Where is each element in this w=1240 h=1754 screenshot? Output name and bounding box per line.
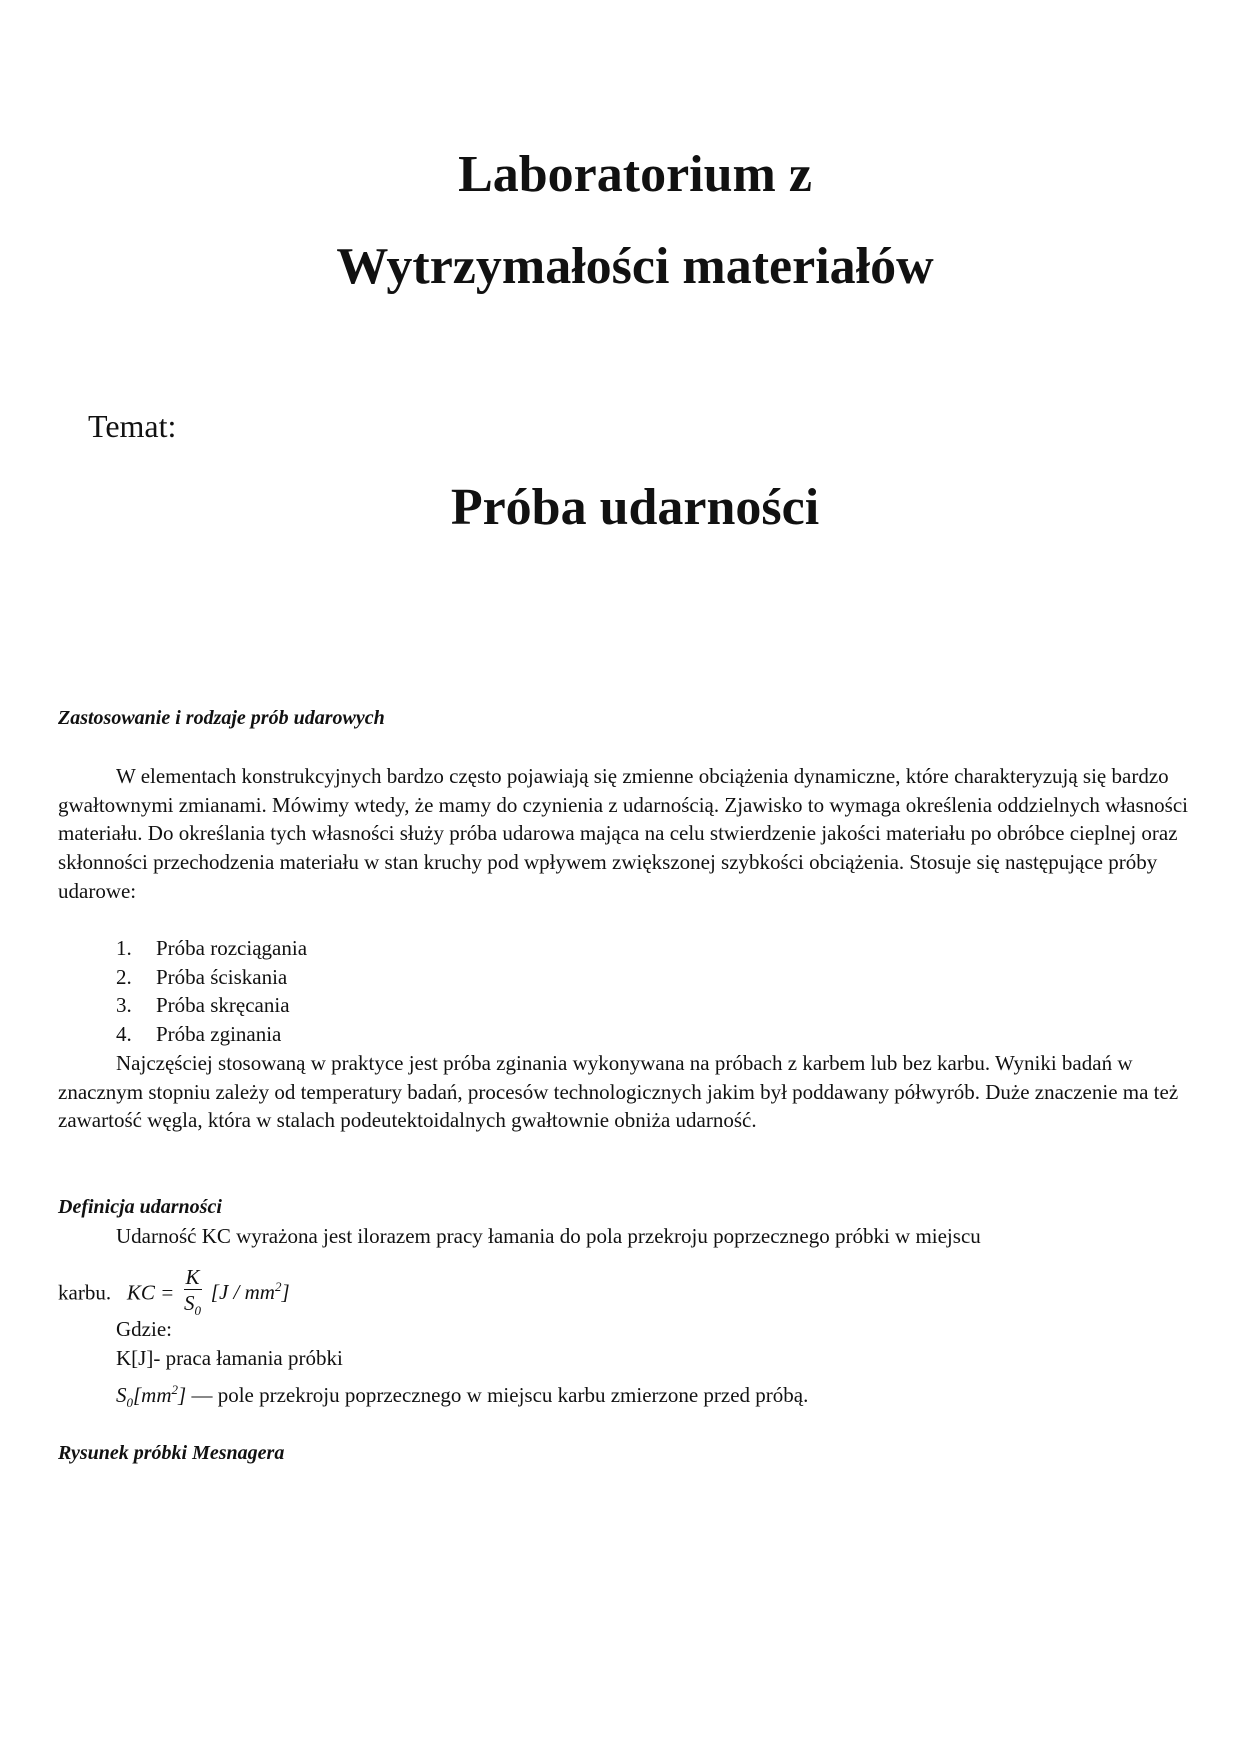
formula-numerator: K <box>185 1265 200 1289</box>
formula-lhs: KC = <box>126 1280 175 1305</box>
definition-formula-line <box>58 1265 290 1324</box>
unit-open: [J / mm <box>210 1280 275 1305</box>
document-title-line-2: Wytrzymałości materiałów <box>336 238 934 295</box>
topic-title: Próba udarności <box>450 479 820 536</box>
denominator-base: S <box>184 1291 195 1315</box>
unit-close: ] <box>281 1280 290 1305</box>
formula-fraction <box>184 1265 202 1324</box>
s0-unit-superscript: 2 <box>171 1382 179 1397</box>
where-label: Gdzie: <box>116 1317 172 1341</box>
section-heading-definition: Definicja udarności <box>58 1196 222 1218</box>
list-item-number: 2. <box>116 964 132 989</box>
unit-superscript: 2 <box>274 1279 282 1295</box>
list-item-number: 3. <box>116 993 132 1018</box>
section-heading-applications: Zastosowanie i rodzaje prób udarowych <box>58 707 385 729</box>
s0-symbol <box>116 1382 187 1411</box>
topic-label: Temat: <box>88 408 177 444</box>
impact-test-list <box>116 934 307 1049</box>
denominator-subscript: 0 <box>194 1303 202 1319</box>
formula-denominator <box>184 1290 202 1324</box>
list-item <box>116 1020 307 1049</box>
list-item <box>116 963 307 992</box>
s0-subscript: 0 <box>126 1395 133 1411</box>
formula-unit <box>211 1280 290 1304</box>
document-title-line-1: Laboratorium z <box>458 146 812 203</box>
intro-paragraph: W elementach konstrukcyjnych bardzo często pojawiają się zmienne obciążenia dynamiczne, które charakteryzują się bardzo gwałtownymi zmianami. Mówimy wtedy, że mamy do czynienia z udarnością. Zjawisko to wymaga określenia oddzielnych własności materiału. Do określania tych własności służy próba udarowa mająca na celu stwierdzenie jakości materiału po obróbce cieplnej oraz skłonności przechodzenia materiału w stan kruchy pod wpływem zwiększonej szybkości obciążenia. Stosuje się następujące próby udarowe: <box>58 764 1189 903</box>
s0-base: S <box>116 1383 127 1407</box>
formula-prefix: karbu. <box>58 1280 112 1305</box>
list-item <box>116 934 307 963</box>
k-definition: K[J]- praca łamania próbki <box>116 1346 343 1370</box>
list-item <box>116 991 307 1020</box>
list-item-text: Próba ściskania <box>156 964 288 989</box>
s0-unit-close: ] <box>178 1383 187 1407</box>
definition-text: Udarność KC wyrażona jest ilorazem pracy łamania do pola przekroju poprzecznego próbki w miejscu <box>116 1224 981 1248</box>
section-heading-specimen-drawing: Rysunek próbki Mesnagera <box>58 1442 285 1464</box>
list-item-number: 4. <box>116 1022 132 1047</box>
list-item-text: Próba skręcania <box>156 993 290 1018</box>
bending-test-paragraph: Najczęściej stosowaną w praktyce jest próba zginania wykonywana na próbach z karbem lub bez karbu. Wyniki badań w znacznym stopniu zależy od temperatury badań, procesów technologicznych jakim był poddawany półwyrób. Duże znaczenie ma też zawartość węgla, która w stalach podeutektoidalnych gwałtownie obniża udarność. <box>58 1051 1179 1133</box>
list-item-number: 1. <box>116 936 132 960</box>
s0-description: — pole przekroju poprzecznego w miejscu karbu zmierzone przed próbą. <box>186 1383 809 1407</box>
s0-definition <box>116 1376 808 1417</box>
list-item-text: Próba zginania <box>156 1022 282 1047</box>
s0-unit-open: [mm <box>133 1383 172 1407</box>
list-item-text: Próba rozciągania <box>156 936 308 960</box>
